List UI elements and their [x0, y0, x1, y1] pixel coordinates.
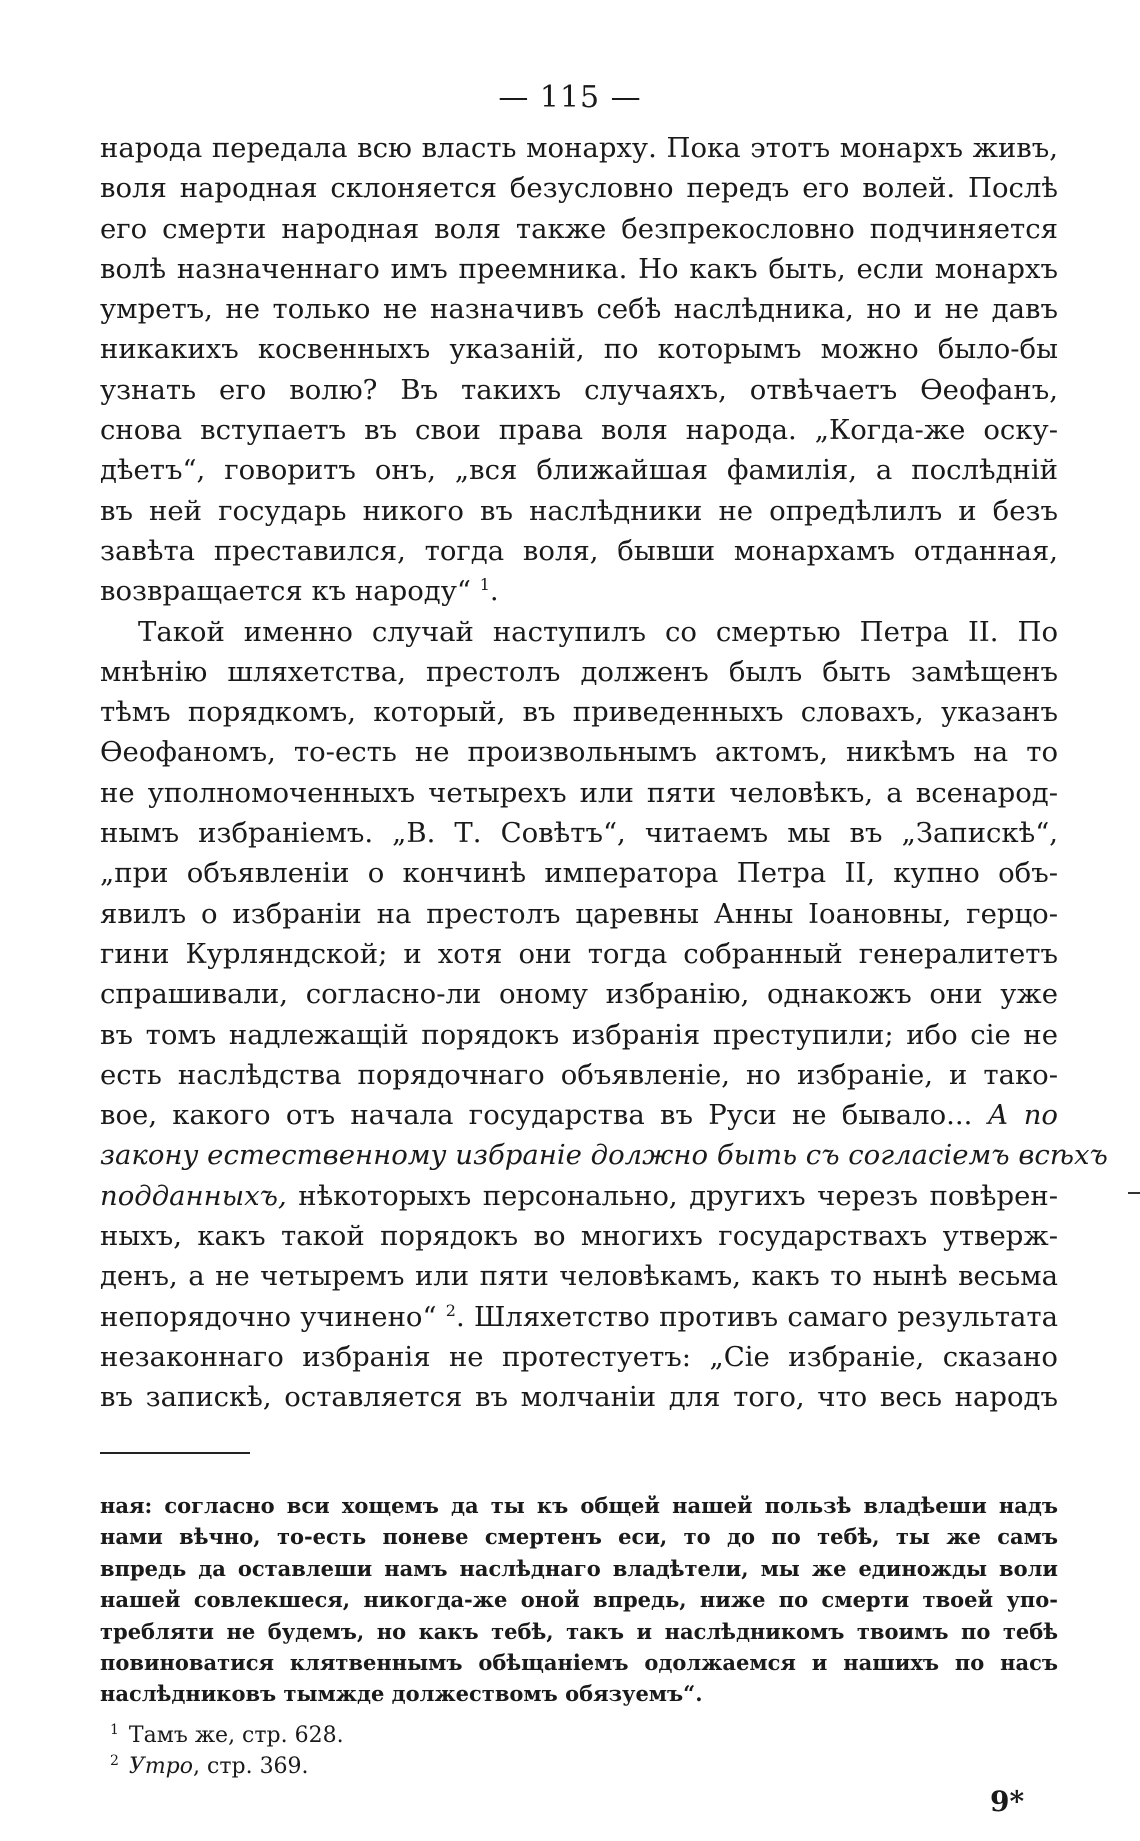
footnote-text: Тамъ же, стр. 628.	[128, 1723, 344, 1748]
text-segment: возвращается къ народу“	[100, 575, 471, 608]
text-line: дѣетъ“, говоритъ онъ, „вся ближайшая фамилія, а послѣдній	[100, 454, 1058, 487]
footnotes	[100, 1720, 800, 1782]
footnote-line: ная: согласно вси хощемъ да ты къ общей нашей пользѣ владѣеши надъ	[100, 1493, 1058, 1518]
text-line: умретъ, не только не назначивъ себѣ наслѣдника, но и не давъ	[100, 293, 1058, 326]
page-number: — 115 —	[498, 80, 642, 115]
text-line: гини Курляндской; и хотя они тогда собранный генералитетъ	[100, 937, 1058, 970]
text-line: Такой именно случай наступилъ со смертью Петра II. По	[138, 615, 1058, 648]
text-line: возвращается къ народу“ $^1$.	[100, 575, 499, 608]
text-line: спрашивали, согласно-ли оному избранію, однакожъ они уже	[100, 978, 1058, 1011]
text-line: „при объявленіи о кончинѣ императора Петра II, купно объ-	[100, 857, 1058, 890]
footnote-line: требляти не будемъ, но какъ тебѣ, такъ и наслѣдникомъ твоимъ по тебѣ	[100, 1618, 1058, 1644]
text-line: снова вступаетъ въ свои права воля народа. „Когда-же оску-	[100, 414, 1058, 447]
text-segment: непорядочно учинено“	[100, 1300, 437, 1333]
signature-mark: 9*	[990, 1785, 1025, 1818]
text-line: явилъ о избраніи на престолъ царевны Анны Іоановны, герцо-	[100, 897, 1058, 930]
text-line: въ томъ надлежащій порядокъ избранія преступили; ибо сіе не	[100, 1018, 1058, 1051]
text-line	[100, 1095, 1058, 1135]
text-line: денъ, а не четыремъ или пяти человѣкамъ, какъ то нынѣ весьма	[100, 1260, 1058, 1293]
footnote-continuation	[100, 1490, 1058, 1710]
text-line: завѣта преставился, тогда воля, бывши монархамъ отданная,	[100, 534, 1058, 567]
text-line: нымъ избраніемъ. „В. Т. Совѣтъ“, читаемъ мы въ „Запискѣ“,	[100, 817, 1058, 850]
text-line: тѣмъ порядкомъ, который, въ приведенныхъ словахъ, указанъ	[100, 696, 1058, 729]
footnote-number: 2	[110, 1752, 119, 1769]
text-line: никакихъ косвенныхъ указаній, по которымъ можно было-бы	[100, 333, 1058, 366]
italic-segment: А по	[987, 1099, 1058, 1132]
footnote-ref-2: 2	[445, 1300, 456, 1320]
text-line: Ѳеофаномъ, то-есть не произвольнымъ актомъ, никѣмъ на то	[100, 736, 1058, 769]
footnote-1	[100, 1720, 800, 1751]
text-line: ныхъ, какъ такой порядокъ во многихъ государствахъ утверж-	[100, 1220, 1058, 1253]
main-text	[100, 128, 1108, 1418]
text-line: есть наслѣдства порядочнаго объявленіе, но избраніе, и тако-	[100, 1058, 1058, 1091]
italic-segment: закону естественному избраніе должно быть съ согласіемъ всѣхъ	[100, 1139, 1108, 1172]
text-line: незаконнаго избранія не протестуетъ: „Сіе избраніе, сказано	[100, 1340, 1058, 1373]
text-line	[100, 1176, 1058, 1216]
text-line: въ запискѣ, оставляется въ молчаніи для того, что весь народъ	[100, 1381, 1058, 1414]
footnote-2	[100, 1751, 800, 1782]
text-line	[100, 1297, 1058, 1337]
text-line: его смерти народная воля также безпрекословно подчиняется	[100, 212, 1058, 245]
footnote-number: 1	[110, 1721, 119, 1738]
text-line: воля народная склоняется безусловно передъ его волей. Послѣ	[100, 172, 1058, 205]
text-line: мнѣнію шляхетства, престолъ долженъ былъ быть замѣщенъ	[100, 655, 1058, 688]
footnote-ref-1: 1	[479, 575, 490, 595]
text-segment: нѣкоторыхъ персонально, другихъ черезъ повѣрен-	[298, 1179, 1058, 1212]
footnote-line: нашей совлекшеся, никогда-же оной впредь, ниже по смерти твоей упо-	[100, 1587, 1058, 1613]
text-line: узнать его волю? Въ такихъ случаяхъ, отвѣчаетъ Ѳеофанъ,	[100, 373, 1058, 406]
footnote-line: наслѣдниковъ тымжде должествомъ обязуемъ“.	[100, 1681, 703, 1707]
text-segment: вое, какого отъ начала государства въ Руси не бывало...	[100, 1099, 973, 1132]
footnote-line: повиноватися клятвеннымъ обѣщаніемъ одолжаемся и нашихъ по насъ	[100, 1649, 1058, 1675]
text-line: въ ней государь никого въ наслѣдники не опредѣлилъ и безъ	[100, 494, 1058, 527]
text-line: волѣ назначеннаго имъ преемника. Но какъ быть, если монархъ	[100, 252, 1058, 285]
text-line: народа передала всю власть монарху. Пока этотъ монархъ живъ,	[100, 132, 1058, 164]
text-line: не уполномоченныхъ четырехъ или пяти человѣкъ, а всенарод-	[100, 776, 1058, 809]
footnote-text: Утро, стр. 369.	[128, 1754, 309, 1779]
footnote-line: нами вѣчно, то-есть поневе смертенъ еси, то до по тебѣ, ты же самъ	[100, 1524, 1058, 1550]
footnote-divider	[100, 1452, 250, 1454]
text-line	[100, 1135, 1108, 1175]
margin-mark	[1128, 1192, 1140, 1194]
italic-segment: подданныхъ,	[100, 1179, 287, 1212]
footnote-line: впредь да оставлеши намъ наслѣднаго владѣтели, мы же единожды воли	[100, 1555, 1058, 1581]
text-segment: . Шляхетство противъ самаго результата	[455, 1300, 1058, 1333]
